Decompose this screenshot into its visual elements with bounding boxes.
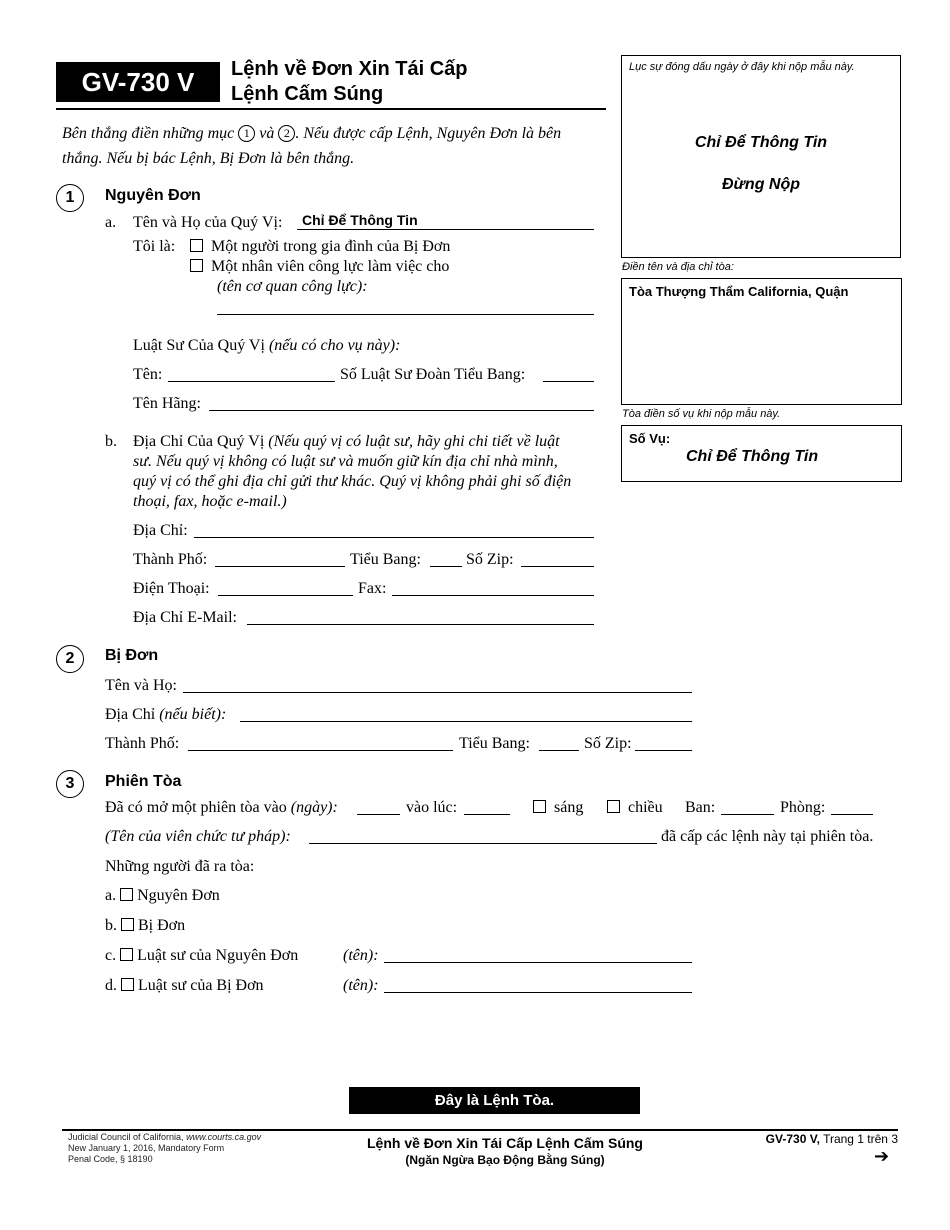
present-respondent-lawyer-checkbox[interactable] (121, 978, 134, 991)
clerk-stamp-caption: Lục sự đóng dấu ngày ở đây khi nộp mẫu này. (629, 61, 855, 73)
court-box-caption: Điền tên và địa chỉ tòa: (622, 261, 734, 273)
footer-rule (62, 1129, 898, 1131)
respondent-state-field[interactable] (539, 750, 579, 751)
i-am-label: Tôi là: (133, 238, 176, 255)
respondent-address-field[interactable] (240, 721, 692, 722)
court-name-text: Tòa Thượng Thẩm California, Quận (629, 284, 849, 299)
form-id-badge: GV-730 V (56, 62, 220, 102)
judicial-officer-field[interactable] (309, 843, 657, 844)
present-item-c[interactable]: c. Luật sư của Nguyên Đơn (105, 947, 299, 964)
fax-label: Fax: (358, 580, 387, 597)
department-label: Ban: (685, 799, 716, 816)
respondent-lawyer-name-label: (tên): (343, 977, 379, 994)
family-member-checkbox[interactable] (190, 239, 203, 252)
hearing-date-field[interactable] (357, 814, 400, 815)
info-only-text: Chỉ Để Thông Tin (694, 134, 828, 151)
intro-circle-1: 1 (238, 125, 255, 142)
case-number-box (621, 425, 902, 482)
footer-title: Lệnh về Đơn Xin Tái Cấp Lệnh Cấm Súng (367, 1135, 643, 1151)
respondent-zip-label: Số Zip: (584, 735, 632, 752)
state-field[interactable] (430, 566, 462, 567)
phone-label: Điện Thoại: (133, 580, 210, 597)
family-member-label: Một người trong gia đình của Bị Đơn (211, 238, 451, 255)
present-petitioner-checkbox[interactable] (120, 888, 133, 901)
judicial-officer-label: (Tên của viên chức tư pháp): (105, 828, 291, 845)
hearing-held-label: Đã có mở một phiên tòa vào (ngày): (105, 799, 338, 816)
section-3-number: 3 (56, 770, 84, 798)
room-field[interactable] (831, 814, 873, 815)
agency-name-field[interactable] (217, 314, 594, 315)
petitioner-lawyer-name-field[interactable] (384, 962, 692, 963)
section-1-heading: Nguyên Đơn (105, 187, 201, 204)
department-field[interactable] (721, 814, 774, 815)
footer-subtitle: (Ngăn Ngừa Bạo Động Bằng Súng) (405, 1153, 605, 1167)
fax-field[interactable] (392, 595, 594, 596)
present-item-a[interactable]: a. Nguyên Đơn (105, 887, 220, 904)
address-note-line4: thoại, fax, hoặc e-mail.) (133, 493, 287, 510)
pm-option[interactable] (607, 798, 663, 818)
option-family-member[interactable] (190, 237, 450, 257)
intro-line1: Bên thắng điền những mục 1 và 2 . Nếu được cấp Lệnh, Nguyên Đơn là bên (62, 125, 562, 142)
law-enforcement-checkbox[interactable] (190, 259, 203, 272)
respondent-city-field[interactable] (188, 750, 453, 751)
zip-label: Số Zip: (466, 551, 514, 568)
footer-form-status: New January 1, 2016, Mandatory Form (68, 1143, 225, 1153)
firm-name-label: Tên Hãng: (133, 395, 201, 412)
pm-label: chiều (628, 799, 663, 816)
zip-field[interactable] (521, 566, 594, 567)
present-label: Những người đã ra tòa: (105, 858, 255, 875)
respondent-name-label: Tên và Họ: (105, 677, 177, 694)
bar-number-label: Số Luật Sư Đoàn Tiểu Bang: (340, 366, 526, 383)
footer-publisher: Judicial Council of California, www.courts.ca.gov (68, 1132, 262, 1142)
lawyer-heading: Luật Sư Của Quý Vị (nếu có cho vụ này): (133, 337, 401, 354)
option-law-enforcement[interactable] (190, 257, 449, 277)
header-rule (56, 108, 606, 110)
case-box-caption: Tòa điền số vụ khi nộp mẫu này. (622, 408, 781, 420)
next-page-arrow-icon: ➔ (874, 1146, 890, 1166)
case-number-value: Chỉ Để Thông Tin (686, 448, 819, 465)
petitioner-lawyer-name-label: (tên): (343, 947, 379, 964)
petitioner-name-value: Chỉ Để Thông Tin (302, 212, 418, 228)
present-item-d[interactable]: d. Luật sư của Bị Đơn (105, 977, 264, 994)
address-field[interactable] (194, 537, 594, 538)
respondent-state-label: Tiểu Bang: (459, 735, 530, 752)
email-field[interactable] (247, 624, 594, 625)
respondent-city-label: Thành Phố: (105, 735, 180, 752)
section-1-number: 1 (56, 184, 84, 212)
lawyer-name-field[interactable] (168, 381, 335, 382)
phone-field[interactable] (218, 595, 353, 596)
am-checkbox[interactable] (533, 800, 546, 813)
bar-number-field[interactable] (543, 381, 594, 382)
intro-circle-2: 2 (278, 125, 295, 142)
city-field[interactable] (215, 566, 345, 567)
petitioner-name-field[interactable] (297, 229, 594, 230)
room-label: Phòng: (780, 799, 826, 816)
email-label: Địa Chỉ E-Mail: (133, 609, 237, 626)
am-label: sáng (554, 799, 584, 816)
form-title-line1: Lệnh về Đơn Xin Tái Cấp (231, 58, 468, 80)
court-name-box (621, 278, 902, 405)
respondent-zip-field[interactable] (635, 750, 692, 751)
firm-name-field[interactable] (209, 410, 594, 411)
form-title-line2: Lệnh Cấm Súng (231, 83, 384, 105)
address-label: Địa Chỉ: (133, 522, 188, 539)
address-note-line3: quý vị có thể ghi địa chỉ gửi thư khác. Quý vị không phải ghi số điện (133, 473, 572, 490)
court-order-banner: Đây là Lệnh Tòa. (349, 1087, 640, 1114)
do-not-file-text: Đừng Nộp (721, 176, 801, 193)
clerk-stamp-box (621, 55, 901, 258)
city-label: Thành Phố: (133, 551, 208, 568)
address-note-line1: Địa Chỉ Của Quý Vị (Nếu quý vị có luật sư, hãy ghi chi tiết về luật (133, 433, 560, 450)
intro-line2: thắng. Nếu bị bác Lệnh, Bị Đơn là bên thắng. (62, 150, 355, 167)
am-option[interactable] (533, 798, 583, 818)
respondent-name-field[interactable] (183, 692, 692, 693)
address-note-line2: sư. Nếu quý vị không có luật sư và muốn giữ kín địa chỉ nhà mình, (133, 453, 558, 470)
section-3-heading: Phiên Tòa (105, 773, 182, 790)
respondent-address-label: Địa Chỉ (nếu biết): (105, 706, 227, 723)
present-item-b[interactable]: b. Bị Đơn (105, 917, 186, 934)
state-label: Tiểu Bang: (350, 551, 421, 568)
section-1a-letter: a. (105, 214, 117, 231)
case-number-label: Số Vụ: (629, 431, 671, 446)
section-2-number: 2 (56, 645, 84, 673)
respondent-lawyer-name-field[interactable] (384, 992, 692, 993)
present-respondent-checkbox[interactable] (121, 918, 134, 931)
footer-page-info: GV-730 V, Trang 1 trên 3 (765, 1132, 898, 1146)
section-2-heading: Bị Đơn (105, 647, 159, 664)
present-petitioner-lawyer-checkbox[interactable] (120, 948, 133, 961)
pm-checkbox[interactable] (607, 800, 620, 813)
footer-penal-code: Penal Code, § 18190 (68, 1154, 153, 1164)
lawyer-name-label: Tên: (133, 366, 163, 383)
petitioner-name-label: Tên và Họ của Quý Vị: (133, 214, 283, 231)
hearing-time-field[interactable] (464, 814, 510, 815)
section-1b-letter: b. (105, 433, 117, 450)
judicial-officer-suffix: đã cấp các lệnh này tại phiên tòa. (661, 828, 874, 845)
hearing-time-label: vào lúc: (406, 799, 458, 816)
law-enforcement-label: Một nhân viên công lực làm việc cho (211, 258, 450, 275)
agency-name-hint: (tên cơ quan công lực): (217, 278, 368, 295)
